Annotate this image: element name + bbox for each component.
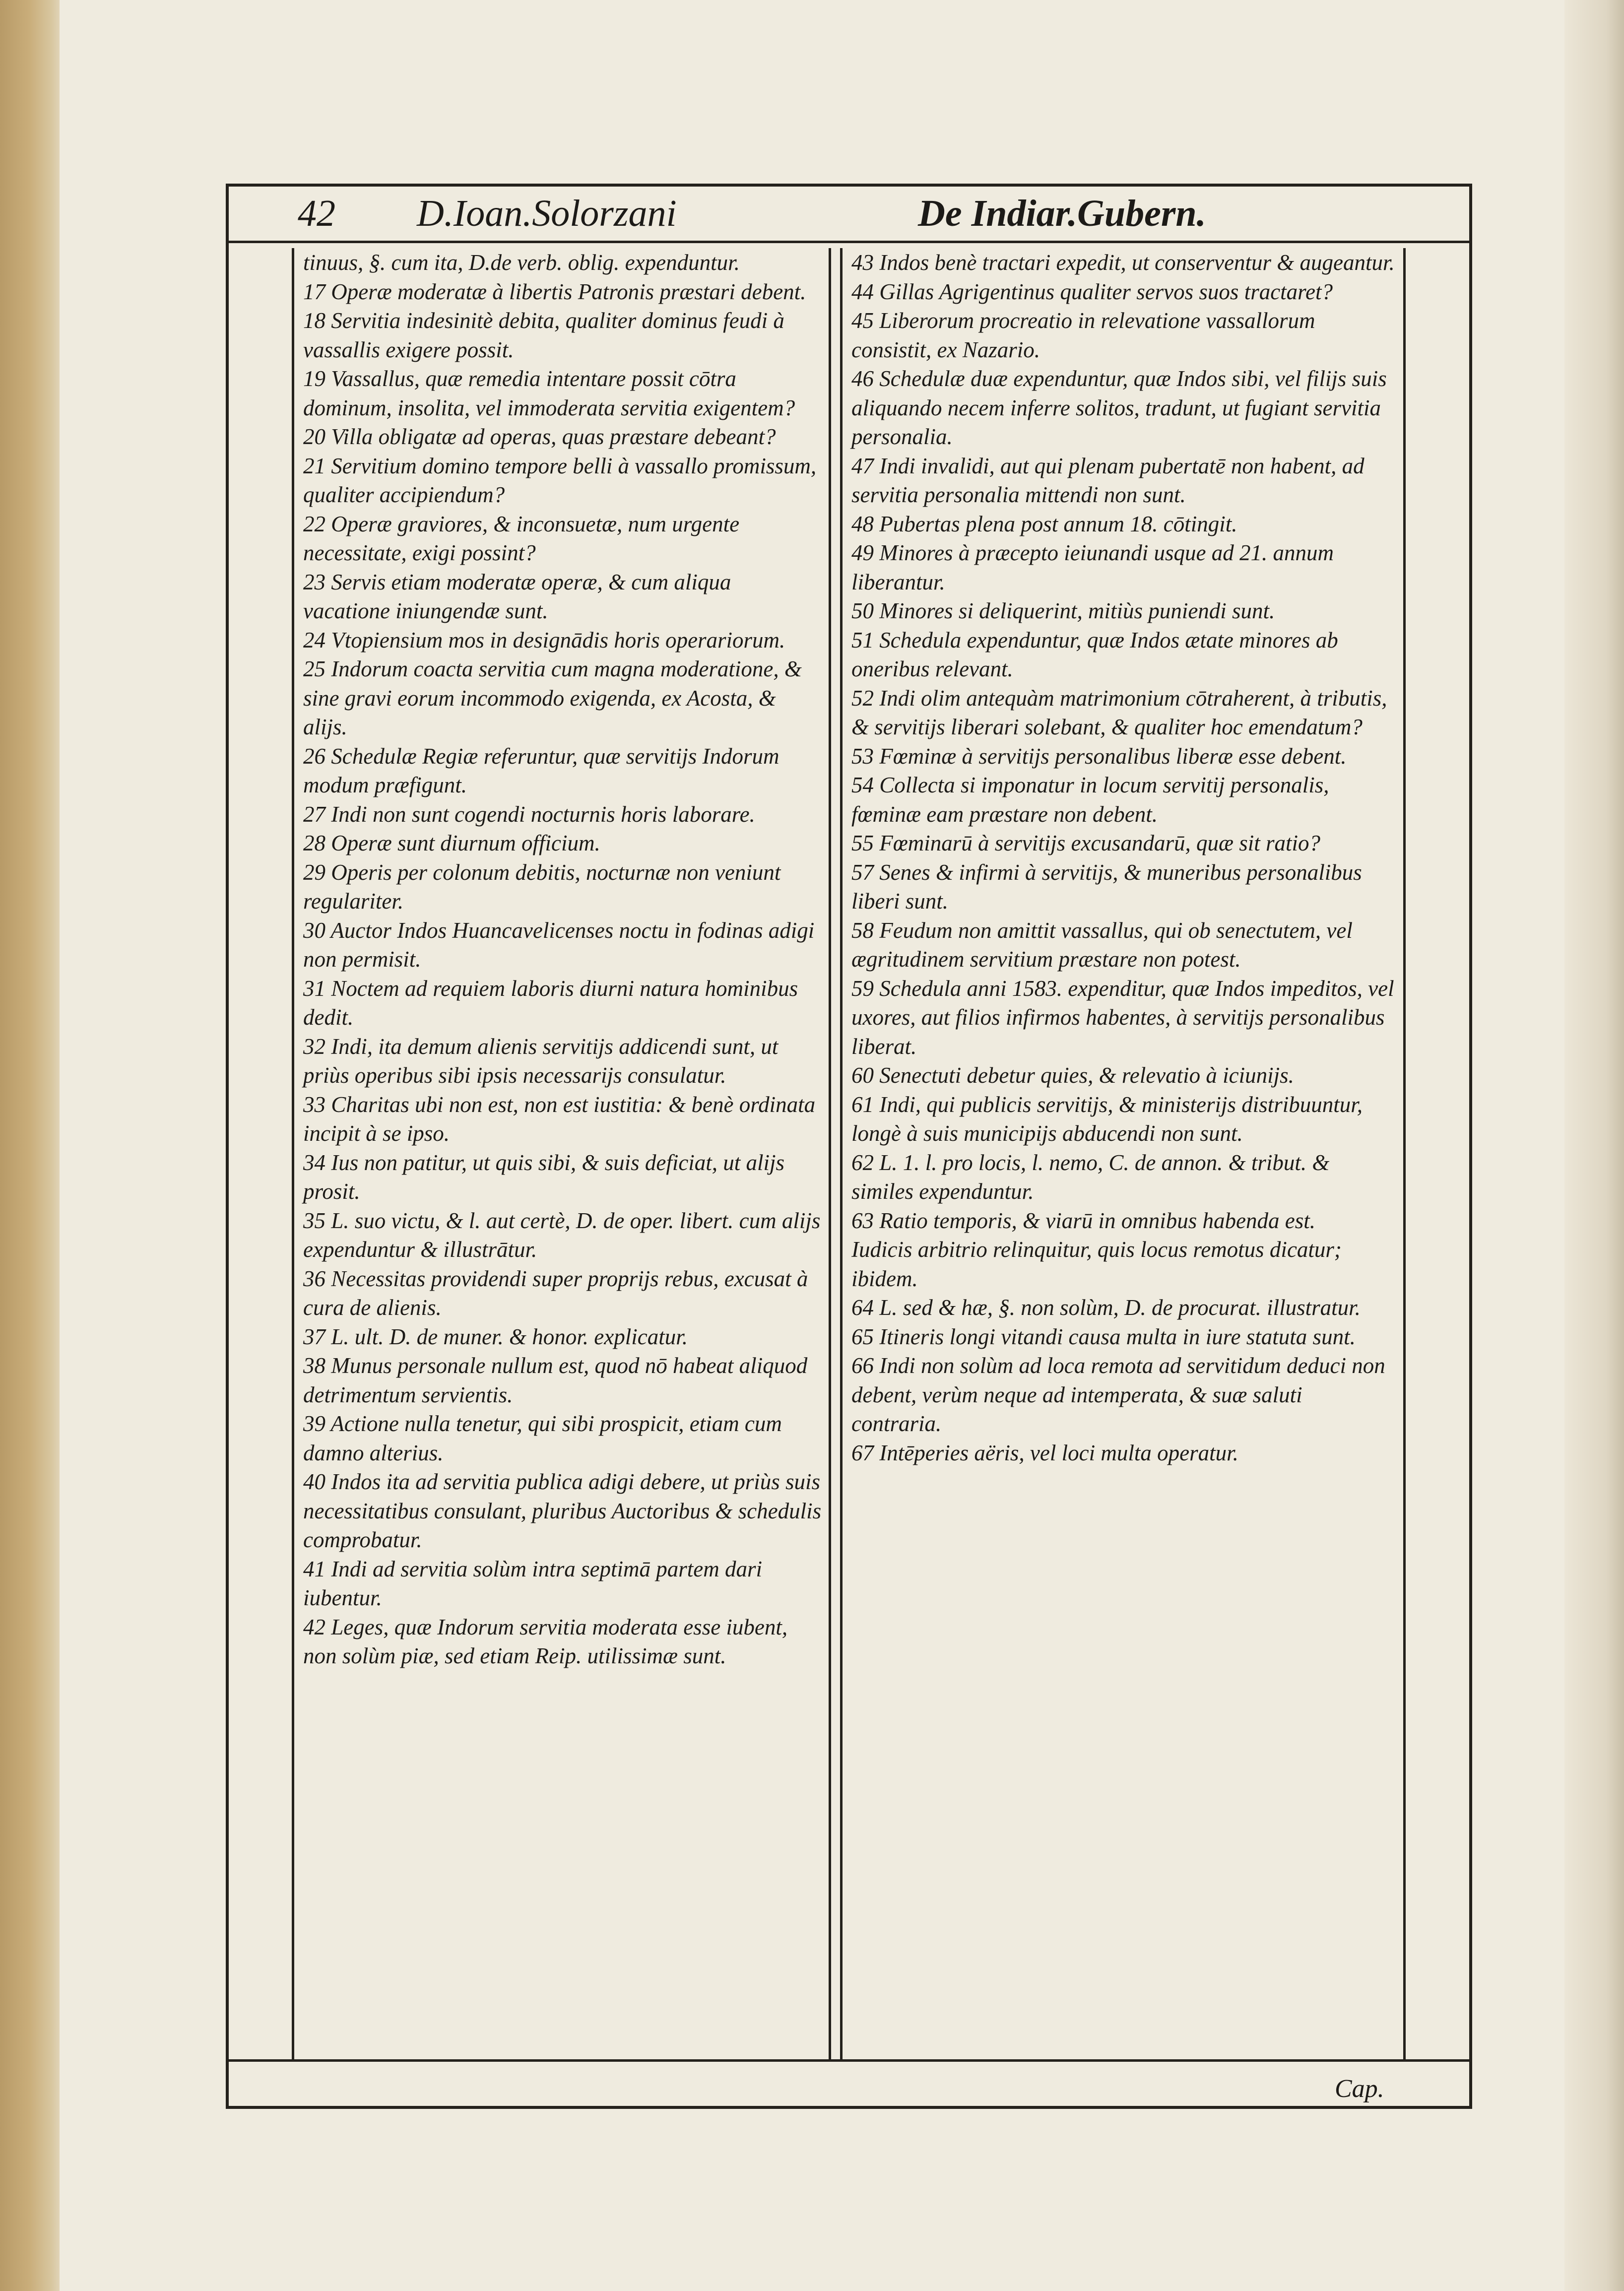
list-item: 39 Actione nulla tenetur, qui sibi prospicit, etiam cum damno alterius. bbox=[303, 1411, 782, 1465]
list-item: 20 Villa obligatæ ad operas, quas præstare debeant? bbox=[303, 424, 776, 449]
list-item: 63 Ratio temporis, & viarū in omnibus habenda est. bbox=[851, 1208, 1315, 1233]
list-item: 53 Fœminæ à servitijs personalibus liberæ esse debent. bbox=[851, 743, 1347, 769]
list-item: 65 Itineris longi vitandi causa multa in iure statuta sunt. bbox=[851, 1324, 1356, 1349]
list-item: 24 Vtopiensium mos in designādis horis operariorum. bbox=[303, 627, 785, 653]
list-item: 51 Schedula expenduntur, quæ Indos ætate minores ab oneribus relevant. bbox=[851, 627, 1338, 681]
list-item: 46 Schedulæ duæ expenduntur, quæ Indos sibi, vel filijs suis aliquando necem inferre solitos, tradunt, ut fugiant servitia personalia. bbox=[851, 366, 1387, 449]
list-item: 47 Indi invalidi, aut qui plenam pubertatē non habent, ad servitia personalia mittendi non sunt. bbox=[851, 453, 1364, 507]
list-item: 23 Servis etiam moderatæ operæ, & cum aliqua vacatione iniungendæ sunt. bbox=[303, 569, 731, 623]
list-item: 60 Senectuti debetur quies, & relevatio à iciunijs. bbox=[851, 1063, 1294, 1088]
page-number: 42 bbox=[298, 193, 335, 234]
list-item: 28 Operæ sunt diurnum officium. bbox=[303, 831, 600, 855]
list-item: 41 Indi ad servitia solùm intra septimā partem dari iubentur. bbox=[303, 1556, 762, 1610]
list-item: 25 Indorum coacta servitia cum magna moderatione, & sine gravi eorum incommodo exigenda, ex Acosta, & alijs. bbox=[303, 656, 802, 739]
list-item: 50 Minores si deliquerint, mitiùs puniendi sunt. bbox=[851, 598, 1275, 623]
catchword: Cap. bbox=[1335, 2075, 1384, 2103]
list-item: 62 L. 1. l. pro locis, l. nemo, C. de annon. & tribut. & similes expenduntur. bbox=[851, 1150, 1330, 1204]
list-item: 43 Indos benè tractari expedit, ut conserventur & augeantur. bbox=[851, 250, 1395, 275]
list-item: 33 Charitas ubi non est, non est iustitia: & benè ordinata incipit à se ipso. bbox=[303, 1092, 816, 1146]
list-item: 37 L. ult. D. de muner. & honor. explicatur. bbox=[303, 1324, 688, 1349]
list-item: 57 Senes & infirmi à servitijs, & muneribus personalibus liberi sunt. bbox=[851, 859, 1362, 914]
book-spine-edge bbox=[0, 0, 65, 2291]
list-item: 21 Servitium domino tempore belli à vassallo promissum, qualiter accipiendum? bbox=[303, 453, 817, 507]
list-item: 40 Indos ita ad servitia publica adigi debere, ut priùs suis necessitatibus consulant, pluribus Auctoribus & schedulis comprobatur. bbox=[303, 1469, 822, 1552]
running-header bbox=[298, 189, 1459, 238]
list-item: 52 Indi olim antequàm matrimonium cōtraherent, à tributis, & servitijs liberari solebant, & qualiter hoc emendatum? bbox=[851, 685, 1387, 739]
list-item: 42 Leges, quæ Indorum servitia moderata esse iubent, non solùm piæ, sed etiam Reip. utilissimæ sunt. bbox=[303, 1614, 788, 1668]
list-item: 17 Operæ moderatæ à libertis Patronis præstari debent. bbox=[303, 279, 806, 304]
list-item: 44 Gillas Agrigentinus qualiter servos suos tractaret? bbox=[851, 279, 1333, 304]
running-title: De Indiar.Gubern. bbox=[918, 193, 1206, 234]
left-column bbox=[292, 248, 831, 2059]
list-item: 49 Minores à præcepto ieiunandi usque ad 21. annum liberantur. bbox=[851, 540, 1334, 594]
list-item: tinuus, §. cum ita, D.de verb. oblig. expenduntur. bbox=[303, 250, 740, 275]
list-item: 58 Feudum non amittit vassallus, qui ob senectutem, vel ægritudinem servitium præstare non potest. bbox=[851, 917, 1353, 972]
list-item: 36 Necessitas providendi super proprijs rebus, excusat à cura de alienis. bbox=[303, 1266, 808, 1320]
list-item: 35 L. suo victu, & l. aut certè, D. de oper. libert. cum alijs expenduntur & illustrātur. bbox=[303, 1208, 821, 1262]
list-item: 54 Collecta si imponatur in locum servitij personalis, fœminæ eam præstare non debent. bbox=[851, 773, 1329, 827]
list-item: 31 Noctem ad requiem laboris diurni natura hominibus dedit. bbox=[303, 976, 798, 1030]
list-item: 61 Indi, qui publicis servitijs, & ministerijs distribuuntur, longè à suis municipijs abducendi non sunt. bbox=[851, 1092, 1363, 1146]
list-item: 19 Vassallus, quæ remedia intentare possit cōtra dominum, insolita, vel immoderata servitia exigentem? bbox=[303, 366, 795, 420]
header-rule bbox=[226, 241, 1472, 243]
list-item: 48 Pubertas plena post annum 18. cōtingit. bbox=[851, 511, 1237, 536]
list-item: 18 Servitia indesinitè debita, qualiter dominus feudi à vassallis exigere possit. bbox=[303, 308, 784, 362]
list-item: 64 L. sed & hæ, §. non solùm, D. de procurat. illustratur. bbox=[851, 1295, 1361, 1320]
list-item: 55 Fœminarū à servitijs excusandarū, quæ sit ratio? bbox=[851, 831, 1320, 855]
list-item: 29 Operis per colonum debitis, nocturnæ non veniunt regulariter. bbox=[303, 859, 781, 914]
running-author: D.Ioan.Solorzani bbox=[417, 193, 677, 234]
list-item: 45 Liberorum procreatio in relevatione vassallorum consistit, ex Nazario. bbox=[851, 308, 1315, 362]
list-item: 59 Schedula anni 1583. expenditur, quæ Indos impeditos, vel uxores, aut filios infirmos habentes, à servitijs personalibus liberat. bbox=[851, 976, 1394, 1059]
list-item: 26 Schedulæ Regiæ referuntur, quæ servitijs Indorum modum præfigunt. bbox=[303, 743, 780, 797]
list-item: 67 Intēperies aëris, vel loci multa operatur. bbox=[851, 1440, 1238, 1465]
list-item: 34 Ius non patitur, ut quis sibi, & suis deficiat, ut alijs prosit. bbox=[303, 1150, 785, 1204]
right-column bbox=[840, 248, 1406, 2059]
list-item: 38 Munus personale nullum est, quod nō habeat aliquod detrimentum servientis. bbox=[303, 1353, 808, 1407]
list-item: 30 Auctor Indos Huancavelicenses noctu in fodinas adigi non permisit. bbox=[303, 917, 815, 972]
list-item: Iudicis arbitrio relinquitur, quis locus remotus dicatur; ibidem. bbox=[851, 1237, 1342, 1291]
page-right-edge bbox=[1564, 0, 1624, 2291]
list-item: 32 Indi, ita demum alienis servitijs addicendi sunt, ut priùs operibus sibi ipsis necessarijs consulatur. bbox=[303, 1034, 779, 1088]
bottom-rule bbox=[226, 2059, 1472, 2062]
list-item: 66 Indi non solùm ad loca remota ad servitidum deduci non debent, verùm neque ad intemperata, & suæ saluti contraria. bbox=[851, 1353, 1385, 1436]
list-item: 22 Operæ graviores, & inconsuetæ, num urgente necessitate, exigi possint? bbox=[303, 511, 740, 565]
list-item: 27 Indi non sunt cogendi nocturnis horis laborare. bbox=[303, 801, 755, 827]
